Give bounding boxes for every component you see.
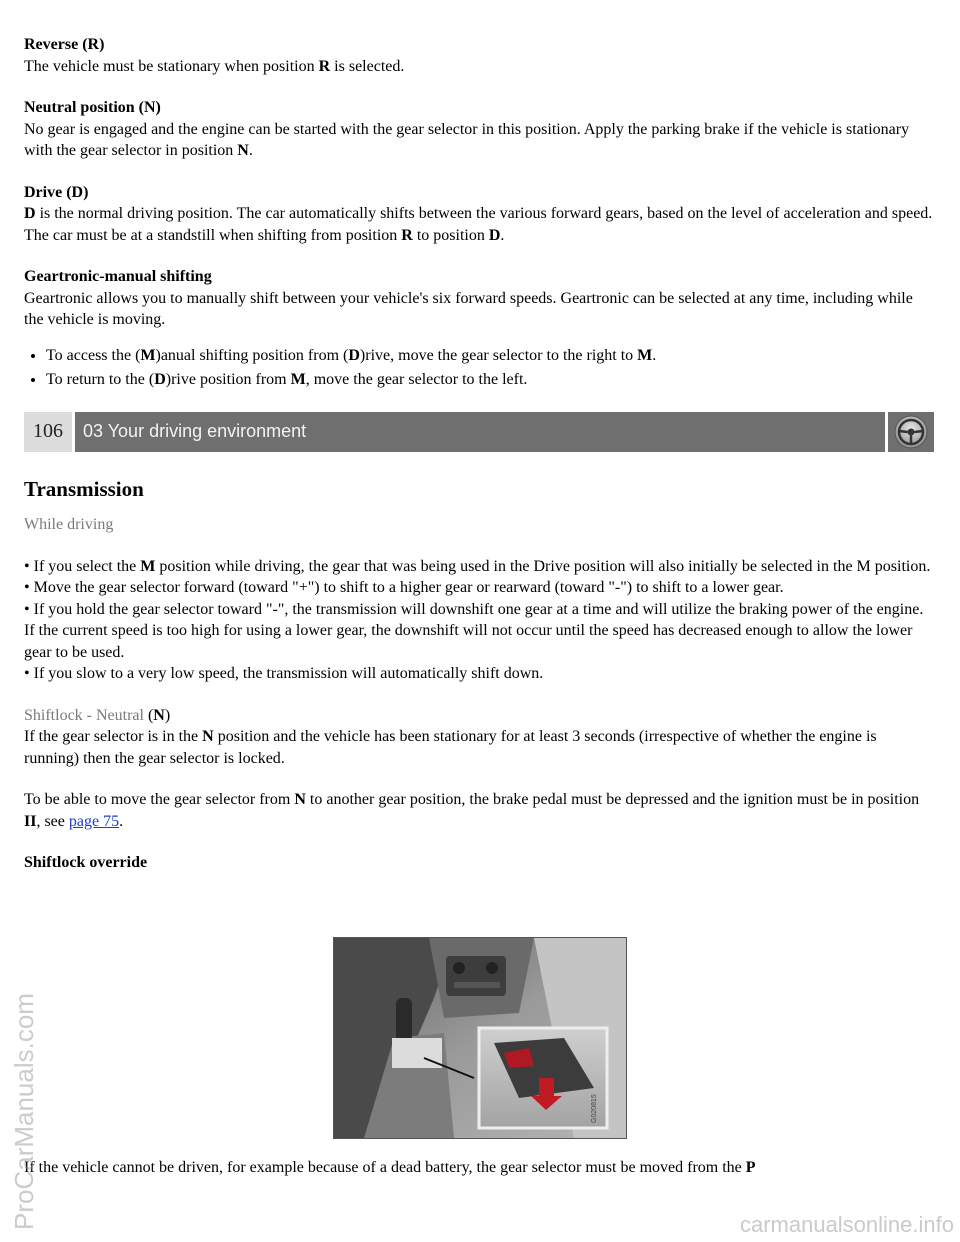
list-item: • Move the gear selector forward (toward "+") to shift to a higher gear or rearward (toward "-") to shift to a lower gear. [24,579,784,596]
bold-run: M [140,557,156,575]
neutral-heading: Neutral position (N) [24,99,161,116]
shiftlock-override-illustration [333,937,627,1139]
bold-run: P [745,1159,756,1176]
top-section [24,34,934,394]
text-run: . [500,226,505,244]
text-run: . [119,812,124,830]
geartronic-text: Geartronic allows you to manually shift between your vehicle's six forward speeds. Geartronic can be selected at any time, including while the vehicle is moving. [24,289,913,328]
drive-block [24,182,934,247]
bold-run: D [24,205,36,222]
text-run: To be able to move the gear selector from [24,791,295,808]
transmission-section [24,476,934,874]
while-driving-heading: While driving [24,516,114,533]
geartronic-bullets [24,345,934,391]
text-run: If you select the [33,557,141,575]
section-title: 03 Your driving environment [75,412,885,452]
list-item: • If you slow to a very low speed, the transmission will automatically shift down. [24,665,544,682]
page-title: Transmission [24,477,144,501]
section-header-bar [24,412,934,452]
bold-run: II [24,812,37,830]
neutral-block [24,97,934,162]
drive-text [24,203,934,246]
bold-run: D [154,371,166,388]
while-driving-list [24,556,934,685]
text-run: If you hold the gear selector toward "-", the transmission will downshift one gear at a time and will utilize the braking power of the engine. If the current speed is too high for using a lower gear, the downshift will not occur until the speed has decreased enough to allow the lower gear to be used. [24,600,924,661]
text-run: is selected. [330,57,405,75]
text-run: To return to the ( [46,371,155,388]
neutral-text [24,119,934,162]
text-run: )anual shifting position from ( [155,346,349,364]
text-run: is the normal driving position. The car automatically shifts between the various forward gears, based on the level of acceleration and speed. The car must be at a standstill when shifting from position [24,205,933,244]
bold-run: D [488,226,501,244]
text-run: position while driving, the gear that was being used in the Drive position will also initially be selected in the M position. [155,557,931,575]
text-run: . [248,142,253,159]
text-run: If you slow to a very low speed, the transmission will automatically shift down. [33,665,544,682]
drive-heading: Drive (D) [24,183,89,201]
figure-code: G020815 [591,1094,598,1123]
geartronic-block [24,266,934,331]
bold-run: D [348,346,360,364]
list-item: • If you hold the gear selector toward "-", the transmission will downshift one gear at a time and will utilize the braking power of the engine. If the current speed is too high for using a lower gear, the downshift will not occur until the speed has decreased enough to allow the lower gear to be used. [24,600,924,661]
bold-run: N [202,728,214,745]
text-run: No gear is engaged and the engine can be started with the gear selector in this position. Apply the parking brake if the vehicle is stationary with the gear selector in position [24,120,910,159]
bold-run: N [294,791,306,808]
bold-run: M [637,346,653,364]
text-run: position and the vehicle has been stationary for at least 3 seconds (irrespective of whether the engine is running) then the gear selector is locked. [24,728,877,767]
text-run: to another gear position, the brake pedal must be depressed and the ignition must be in position [305,791,920,808]
list-item [46,369,934,391]
bold-run: N [153,706,165,724]
console-illustration [334,938,626,1138]
bold-run: R [318,57,331,75]
reverse-text [24,56,934,78]
shiftlock-para2 [24,789,934,832]
text-run: If the gear selector is in the [24,728,203,745]
reverse-block [24,34,934,77]
text-run: Shiftlock - Neutral [24,706,144,724]
shiftlock-override-heading: Shiftlock override [24,854,148,871]
bold-run: M [140,346,156,364]
side-watermark: ProCarManuals.com [9,993,39,1230]
steering-wheel-icon [888,412,934,452]
text-run: . [652,346,657,364]
list-item [46,345,934,367]
text-run: The vehicle must be stationary when position [24,57,319,75]
reverse-heading: Reverse (R) [24,36,105,53]
text-run: Move the gear selector forward (toward "+") to shift to a higher gear or rearward (toward "-") to shift to a lower gear. [33,579,784,596]
bold-run: M [290,371,306,388]
shiftlock-heading: Shiftlock - Neutral (N) [24,706,171,724]
text-run: to position [412,226,489,244]
bottom-watermark: carmanualsonline.info [739,1212,954,1237]
text-run: )rive position from [165,371,291,388]
text-run: If the vehicle cannot be driven, for example because of a dead battery, the gear selector must be moved from the [24,1159,746,1176]
text-run: , see [36,812,69,830]
text-run: To access the ( [46,346,141,364]
list-item: • If you select the M position while driving, the gear that was being used in the Drive position will also initially be selected in the M position. [24,557,931,575]
last-paragraph [24,1157,934,1179]
bold-run: N [237,142,249,159]
geartronic-heading: Geartronic-manual shifting [24,268,212,285]
shiftlock-para2-text [24,789,934,832]
page-number: 106 [24,412,72,452]
shiftlock-block [24,705,934,770]
text-run: )rive, move the gear selector to the right to [359,346,638,364]
bold-run: R [401,226,413,244]
page-75-link[interactable]: page 75 [68,812,120,830]
shiftlock-text [24,726,934,769]
text-run: , move the gear selector to the left. [305,371,528,388]
